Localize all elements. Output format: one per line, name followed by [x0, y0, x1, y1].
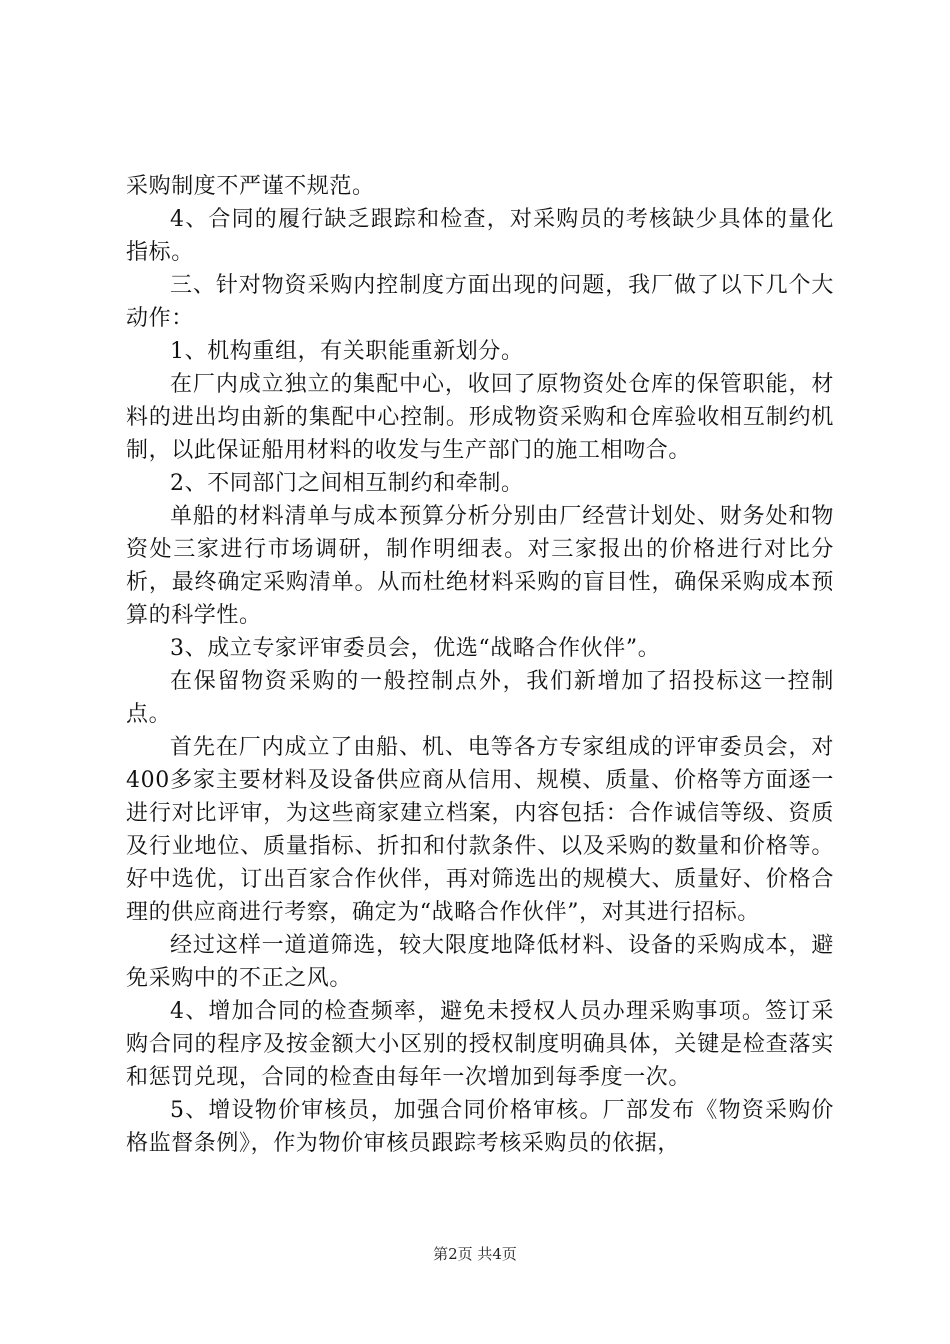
paragraph-continuation: 采购制度不严谨不规范。 — [126, 174, 375, 199]
paragraph-item-2-heading: 2、不同部门之间相互制约和牵制。 — [170, 471, 524, 496]
document-body — [126, 170, 834, 1160]
paragraph-item-3-body-b: 首先在厂内成立了由船、机、电等各方专家组成的评审委员会，对400多家主要材料及设备供应商从信用、规模、质量、价格等方面逐一进行对比评审，为这些商家建立档案，内容包括：合作诚信等级、资质及行业地位、质量指标、折扣和付款条件、以及采购的数量和价格等。好中选优，订出百家合作伙伴，再对筛选出的规模大、质量好、价格合理的供应商进行考察，确定为“战略合作伙伴”，对其进行招标。 — [126, 735, 834, 925]
paragraph-section-three: 三、针对物资采购内控制度方面出现的问题，我厂做了以下几个大动作： — [126, 273, 834, 331]
paragraph-item-2-body: 单船的材料清单与成本预算分析分别由厂经营计划处、财务处和物资处三家进行市场调研，制作明细表。对三家报出的价格进行对比分析，最终确定采购清单。从而杜绝材料采购的盲目性，确保采购成本预算的科学性。 — [126, 504, 834, 628]
page-footer — [0, 1244, 950, 1264]
paragraph-item-1-body: 在厂内成立独立的集配中心，收回了原物资处仓库的保管职能，材料的进出均由新的集配中心控制。形成物资采购和仓库验收相互制约机制，以此保证船用材料的收发与生产部门的施工相吻合。 — [126, 372, 834, 463]
paragraph-item-5-price: 5、增设物价审核员，加强合同价格审核。厂部发布《物资采购价格监督条例》，作为物价审核员跟踪考核采购员的依据， — [126, 1098, 834, 1156]
paragraph-item-4-contract: 4、合同的履行缺乏跟踪和检查，对采购员的考核缺少具体的量化指标。 — [126, 207, 834, 265]
paragraph-item-3-body-c: 经过这样一道道筛选，较大限度地降低材料、设备的采购成本，避免采购中的不正之风。 — [126, 933, 834, 991]
paragraph-item-1-heading: 1、机构重组，有关职能重新划分。 — [170, 339, 524, 364]
paragraph-item-4-frequency: 4、增加合同的检查频率，避免未授权人员办理采购事项。签订采购合同的程序及按金额大小区别的授权制度明确具体，关键是检查落实和惩罚兑现，合同的检查由每年一次增加到每季度一次。 — [126, 999, 834, 1090]
paragraph-item-3-body-a: 在保留物资采购的一般控制点外，我们新增加了招投标这一控制点。 — [126, 669, 834, 727]
page-number: 第2页 共4页 — [433, 1245, 517, 1263]
paragraph-item-3-heading: 3、成立专家评审委员会，优选“战略合作伙伴”。 — [170, 636, 661, 661]
